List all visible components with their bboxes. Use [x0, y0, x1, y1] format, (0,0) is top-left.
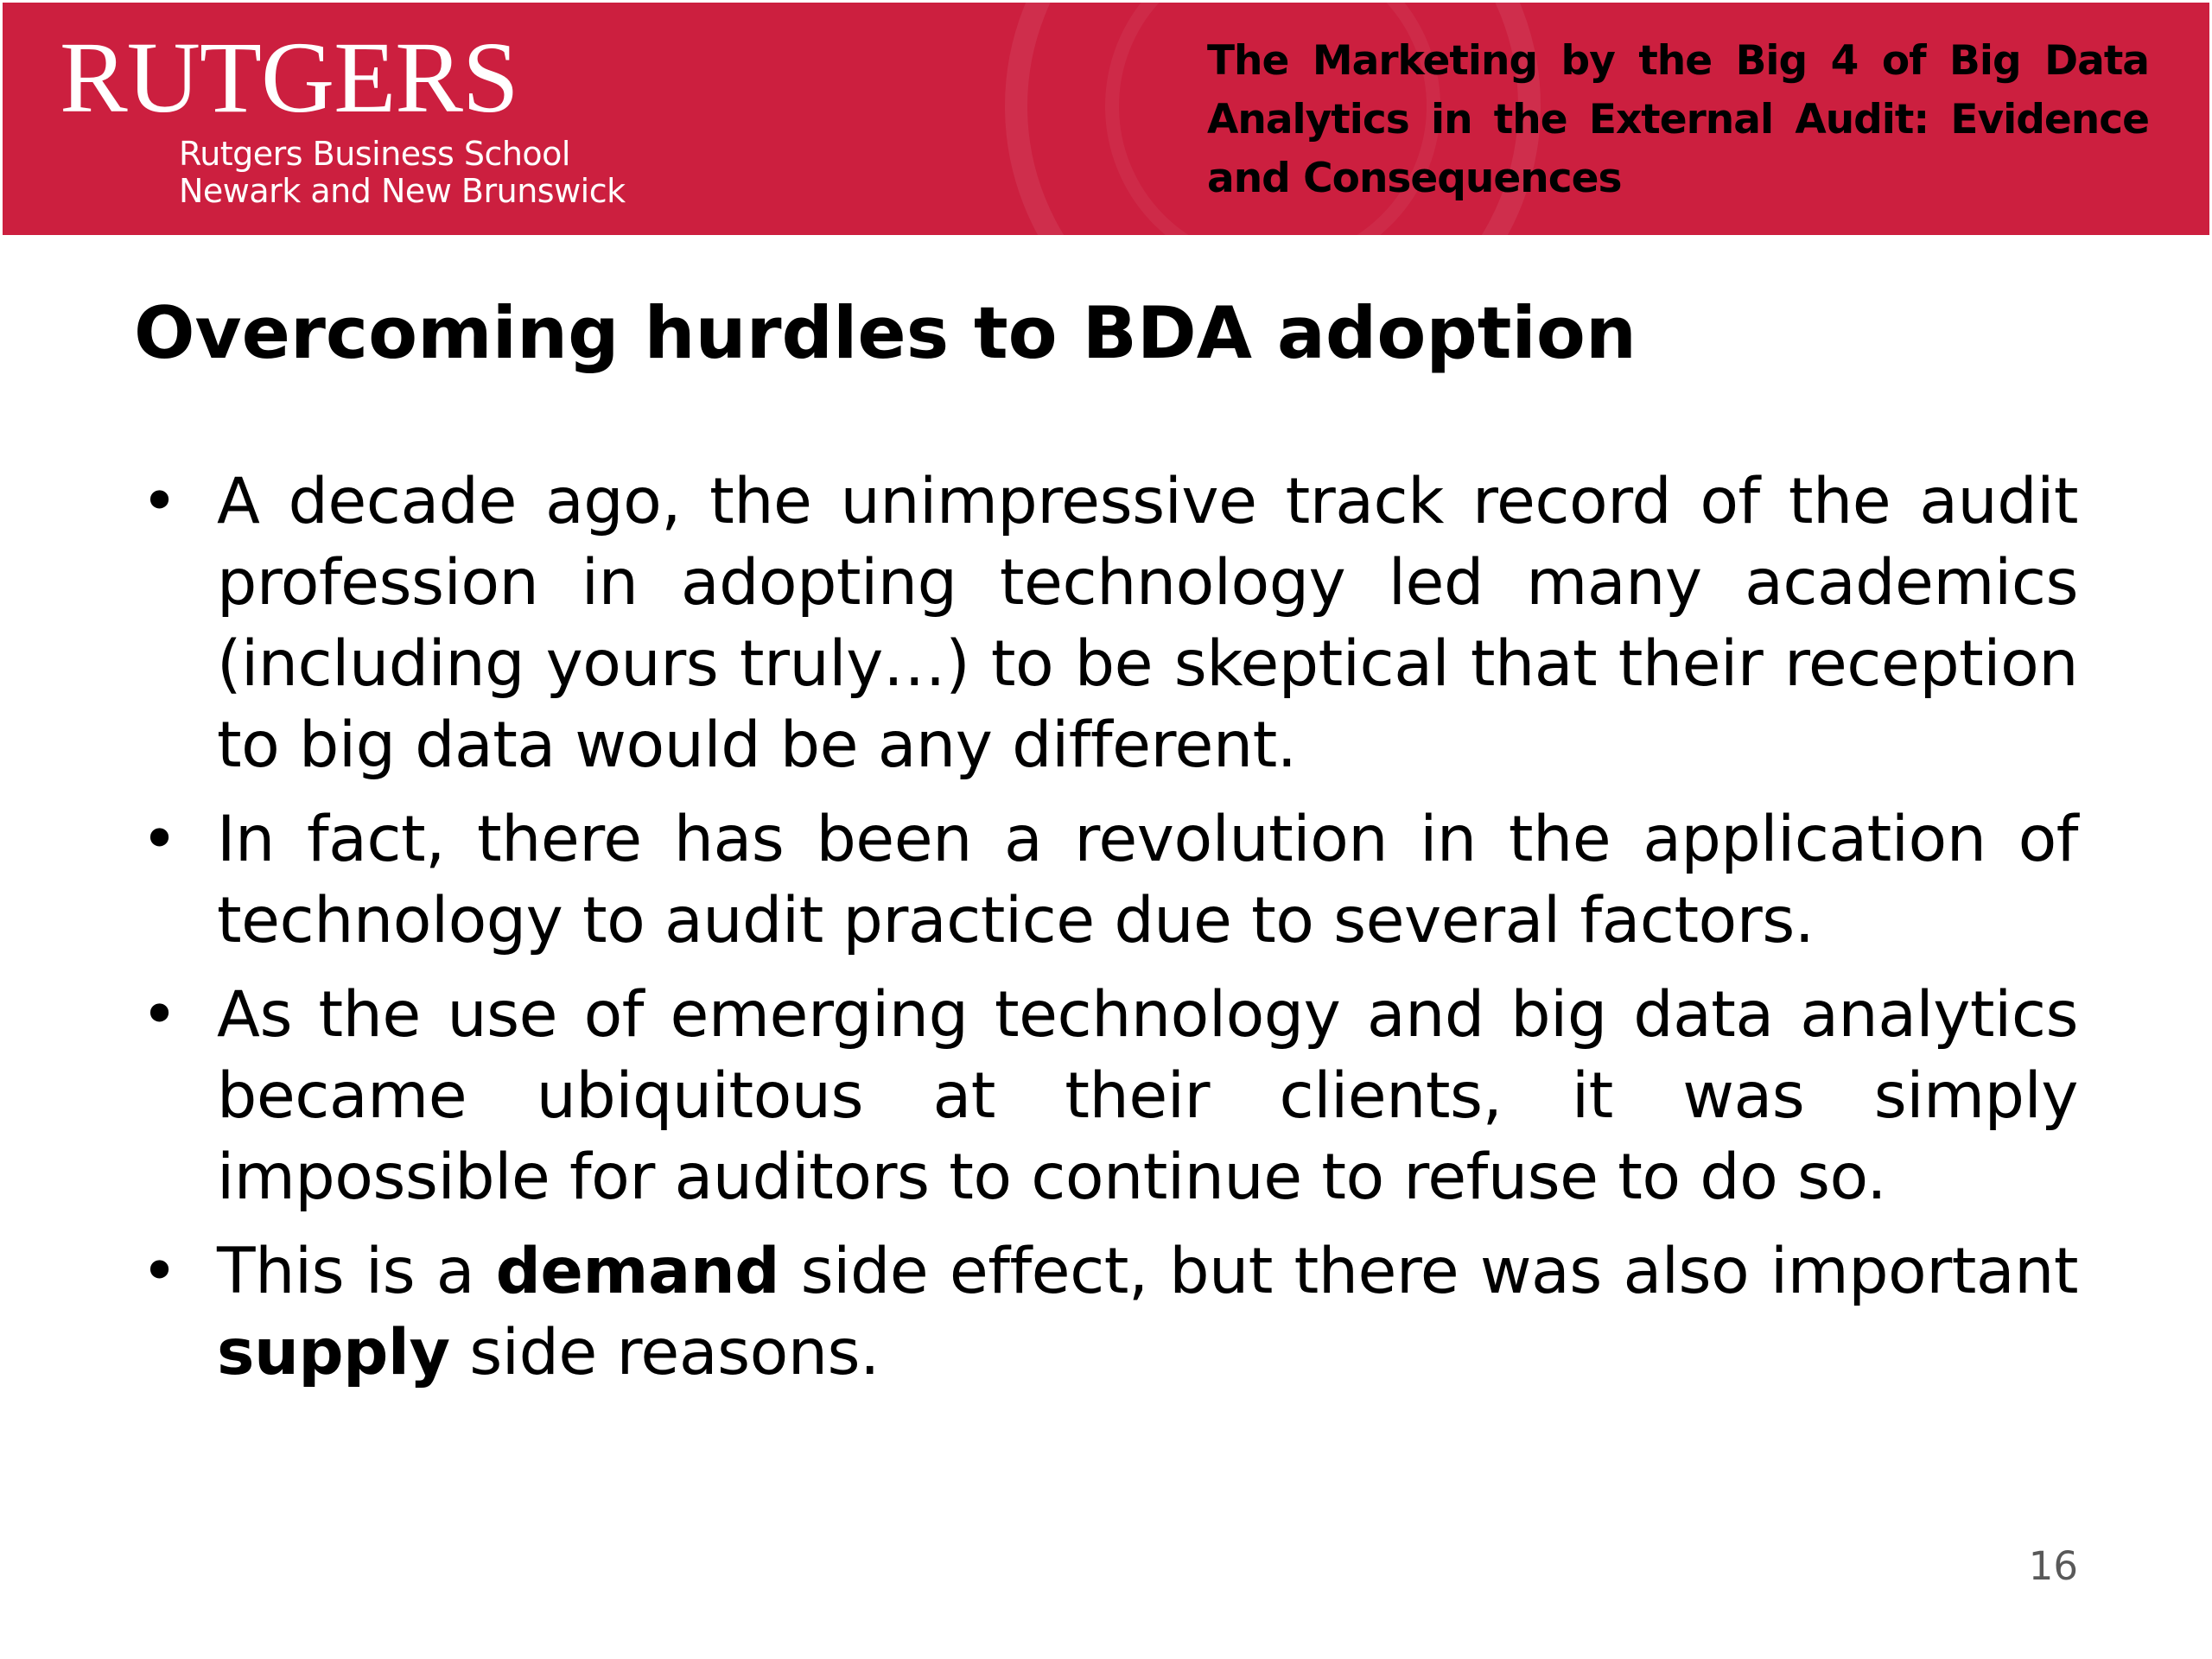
bullet-symbol: •	[141, 803, 178, 876]
bullet-text	[217, 1235, 2078, 1389]
logo-subtitle-line-1: Rutgers Business School	[179, 135, 570, 173]
bullet-text: As the use of emerging technology and big data analytics became ubiquitous at their clients, it was simply impossible for auditors to continue to refuse to do so.	[217, 978, 2078, 1214]
emphasis-demand: demand	[495, 1235, 779, 1308]
bullet-item	[134, 975, 2078, 1218]
bullet-symbol: •	[141, 465, 178, 538]
bullet-text-part: side reasons.	[449, 1316, 880, 1389]
bullet-item	[134, 461, 2078, 786]
logo-subtitle	[179, 136, 626, 210]
presentation-title: The Marketing by the Big 4 of Big Data Analytics in the External Audit: Evidence and Consequences	[1207, 37, 2149, 202]
bullet-symbol: •	[141, 1235, 178, 1308]
bullet-symbol: •	[141, 978, 178, 1052]
bullet-text: A decade ago, the unimpressive track record of the audit profession in adopting technology led many academics (including yours truly…) to be skeptical that their reception to big data would be any different.	[217, 465, 2078, 782]
bullet-text-part: side effect, but there was also important	[779, 1235, 2078, 1308]
bullet-item	[134, 799, 2078, 962]
logo-wordmark: RUTGERS	[60, 21, 518, 134]
logo-subtitle-line-2: Newark and New Brunswick	[179, 172, 626, 210]
bullet-text: In fact, there has been a revolution in the application of technology to audit practice due to several factors.	[217, 803, 2078, 957]
page-number: 16	[2028, 1543, 2078, 1589]
slide-heading: Overcoming hurdles to BDA adoption	[134, 291, 1637, 375]
bullet-item	[134, 1231, 2078, 1394]
rutgers-logo	[60, 21, 626, 210]
slide-header-banner	[3, 3, 2209, 235]
bullet-text-part: This is a	[217, 1235, 496, 1308]
bullet-list	[134, 461, 2078, 1407]
emphasis-supply: supply	[217, 1316, 450, 1389]
